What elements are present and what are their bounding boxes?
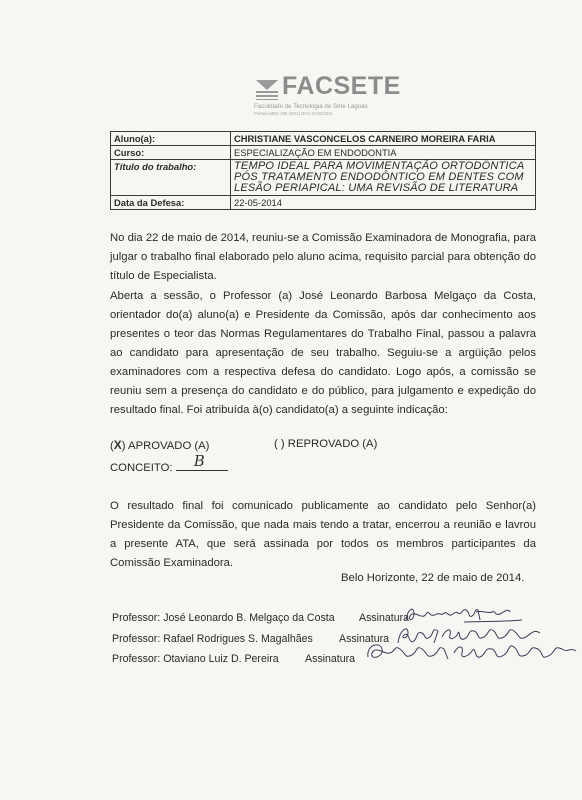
table-row: [111, 196, 536, 210]
paragraph-closing: O resultado final foi comunicado publicamente ao candidato pelo Senhor(a) Presidente da Comissão, que nada mais tendo a tratar, encerrou a reunião e lavrou a presente ATA, que será assinada por todos os membros participantes da Comissão Examinadora.: [110, 500, 536, 569]
professor-name: Professor: José Leonardo B. Melgaço da Costa: [112, 612, 335, 624]
option-approved: [110, 438, 209, 452]
table-row: [111, 146, 536, 160]
signature-label: Assinatura: [305, 653, 356, 665]
value-defense-date: 22-05-2014: [231, 196, 536, 210]
label-defense-date: Data da Defesa:: [111, 196, 231, 210]
result-options: [110, 438, 536, 456]
approved-open-paren: (: [110, 440, 114, 452]
table-row: [111, 160, 536, 196]
title-line: PÓS TRATAMENTO ENDODÔNTICO EM DENTES COM: [234, 171, 524, 183]
concept-value: B: [193, 452, 205, 470]
place-date: Belo Horizonte, 22 de maio de 2014.: [341, 572, 525, 584]
table-row: [111, 132, 536, 146]
approved-check-mark: X: [113, 438, 122, 452]
info-table: [110, 131, 536, 210]
logo-decree: Portaria MEC 299 (2011) DOU 24/03/2011: [254, 111, 333, 116]
concept-label: CONCEITO:: [110, 462, 173, 474]
paragraph-opening: No dia 22 de maio de 2014, reuniu-se a Comissão Examinadora de Monografia, para julgar o trabalho final elaborado pelo aluno acima, requisito parcial para obtenção do título de Especialista.: [110, 232, 536, 282]
facsete-logo-icon: [254, 78, 280, 100]
professor-name: Professor: Otaviano Luiz D. Pereira: [112, 653, 279, 665]
logo-name: FACSETE: [282, 72, 401, 100]
label-title: Título do trabalho:: [111, 160, 231, 196]
concept-field: [110, 452, 228, 474]
signature-label: Assinatura: [339, 633, 390, 645]
signature-label: Assinatura: [359, 612, 410, 624]
handwritten-signature-3: [364, 639, 578, 667]
concept-line: [176, 452, 228, 471]
professor-name: Professor: Rafael Rodrigues S. Magalhães: [112, 633, 313, 645]
logo-subtitle: Faculdade de Tecnologia de Sete Lagoas: [254, 103, 368, 110]
label-course: Curso:: [111, 146, 231, 160]
paragraph-session: Aberta a sessão, o Professor (a) José Leonardo Barbosa Melgaço da Costa, orientador do(a) aluno(a) e Presidente da Comissão, após dar conhecimento aos presentes o teor das Normas Regulamentares do Trabalho Final, passou a palavra ao candidato para apresentação de seu trabalho. Seguiu-se a argüição pelos examinadores com a respectiva defesa do candidato. Logo após, a comissão se reuniu sem a presença do candidato e do público, para julgamento e expedição do resultado final. Foi atribuída à(o) candidato(a) a seguinte indicação:: [110, 290, 536, 416]
option-rejected: ( ) REPROVADO (A): [274, 438, 378, 450]
value-student: CHRISTIANE VASCONCELOS CARNEIRO MOREIRA FARIA: [231, 132, 536, 146]
approved-label: ) APROVADO (A): [121, 440, 210, 452]
label-student: Aluno(a):: [111, 132, 231, 146]
value-course: ESPECIALIZAÇÃO EM ENDODONTIA: [231, 146, 536, 160]
title-line: LESÃO PERIAPICAL: UMA REVISÃO DE LITERATURA: [234, 182, 519, 194]
value-title: [231, 160, 536, 196]
title-line: TEMPO IDEAL PARA MOVIMENTAÇÃO ORTODÔNTICA: [234, 160, 525, 172]
facsete-logo: [254, 72, 404, 122]
